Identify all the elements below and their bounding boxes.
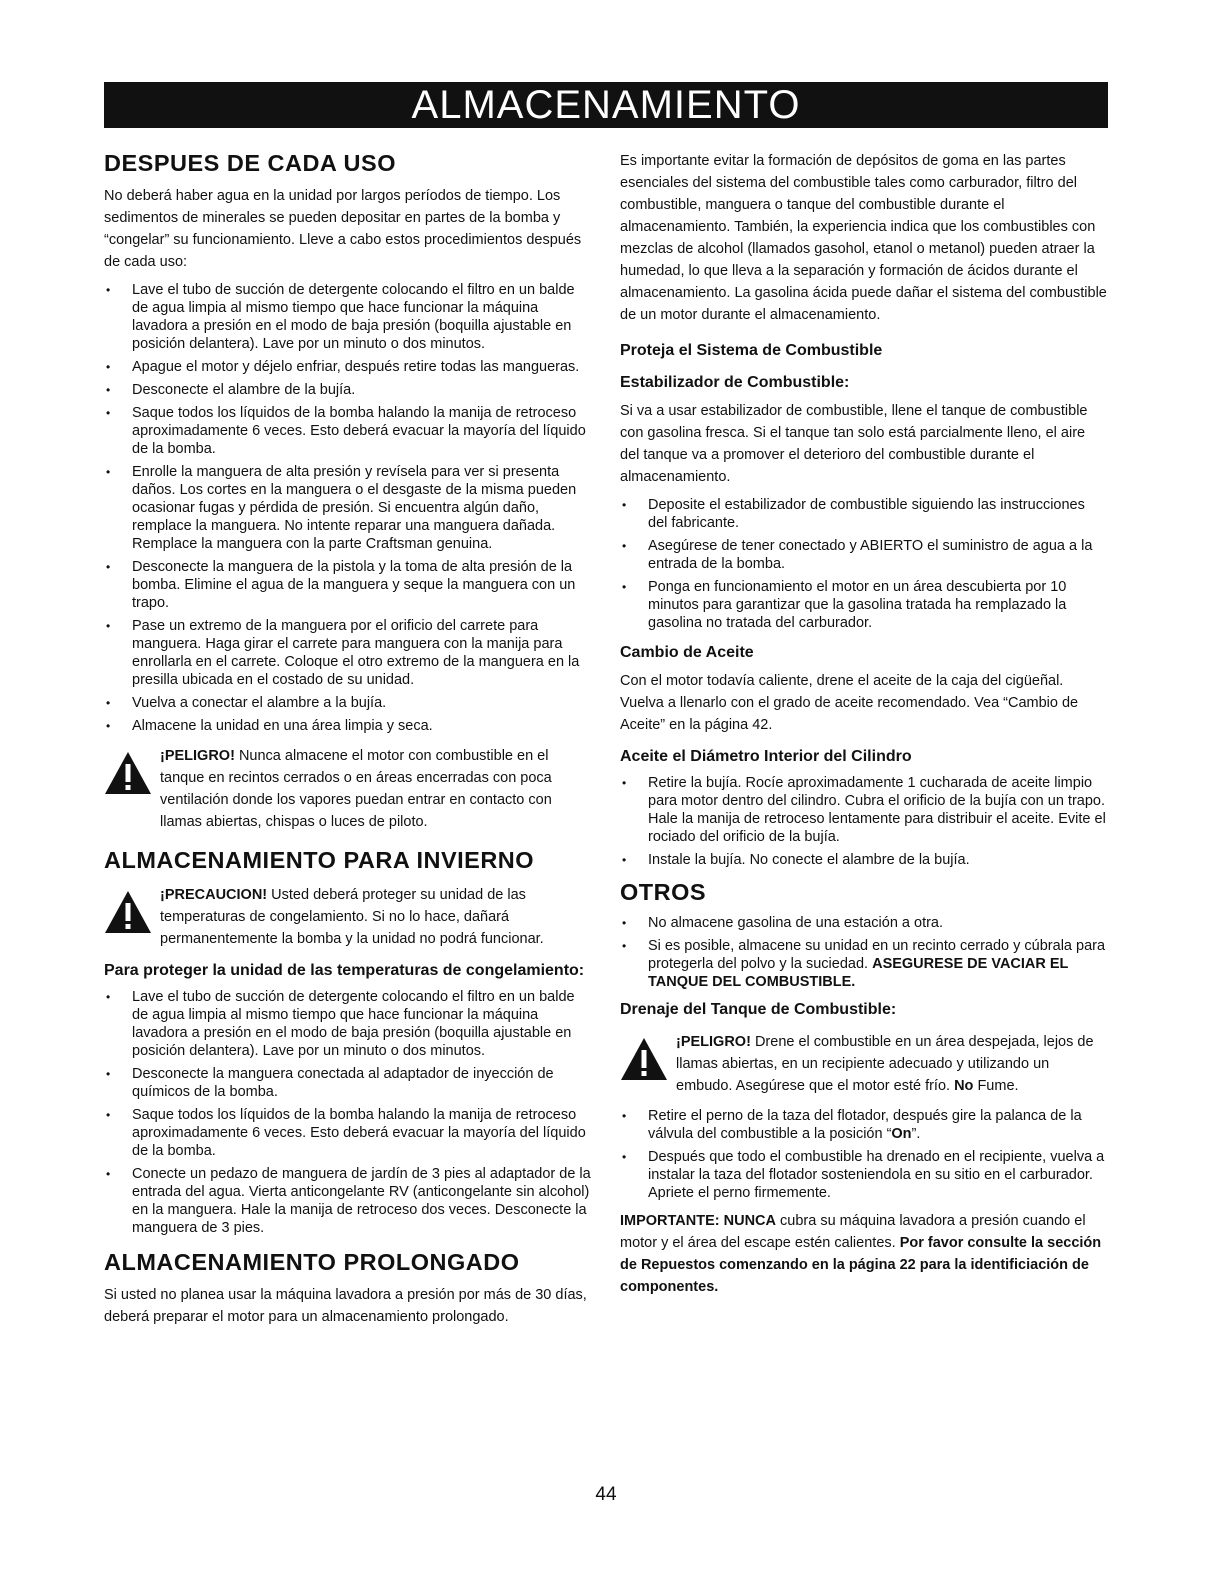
list-item: • Conecte un pedazo de manguera de jardín de 3 pies al adaptador de la entrada del agua. Vierta anticongelante RV (anticongelante sin alcohol) en la manguera. Hale la manija de retroceso dos veces. Desconecte la manguera de 3 pies. (104, 1165, 592, 1237)
drenaje-danger-label: ¡PELIGRO! (676, 1034, 751, 1050)
list-item: • Lave el tubo de succión de detergente colocando el filtro en un balde de agua limpia al mismo tiempo que hace funcionar la máquina lavadora a presión en el modo de baja presión (boquilla ajustable en posición delantera). Lave por un minuto o dos minutos. (104, 281, 592, 353)
estabilizador-list (620, 496, 1108, 632)
warning-triangle-icon (104, 751, 152, 795)
list-item: • Vuelva a conectar el alambre a la bujía. (104, 694, 592, 712)
drenaje-item1-end: ”. (911, 1126, 921, 1142)
list-item: • Instale la bujía. No conecte el alambre de la bujía. (620, 851, 1108, 869)
list-item: • Desconecte la manguera de la pistola y la toma de alta presión de la bomba. Elimine el agua de la manguera y seque la manguera con un trapo. (104, 558, 592, 612)
caution-text (160, 884, 592, 950)
list-item: • Después que todo el combustible ha drenado en el recipiente, vuelva a instalar la taza del flotador sosteniendola en su sitio en el carburador. Apriete el perno firmemente. (620, 1148, 1108, 1202)
list-item: • Asegúrese de tener conectado y ABIERTO el suministro de agua a la entrada de la bomba. (620, 537, 1108, 573)
warning-triangle-icon (620, 1037, 668, 1081)
danger-notice (104, 745, 592, 833)
list-item: • Enrolle la manguera de alta presión y revísela para ver si presenta daños. Los cortes en la manguera o el desgaste de la misma pueden ocasionar fugas y pérdida de presión. Si encuentra algún daño, remplace la manguera. No intente reparar una manguera dañada. Remplace la manguera con la parte Craftsman genuina. (104, 463, 592, 553)
section-heading-invierno: ALMACENAMIENTO PARA INVIERNO (104, 847, 535, 873)
list-item (620, 1107, 1108, 1143)
drenaje-heading: Drenaje del Tanque de Combustible: (620, 1001, 897, 1018)
cilindro-list (620, 774, 1108, 869)
page-banner: ALMACENAMIENTO (104, 82, 1108, 128)
list-item (620, 937, 1108, 991)
list-item: • Pase un extremo de la manguera por el orificio del carrete para manguera. Haga girar el carrete para manguera con la manija para enrollarla en el carrete. Coloque el otro extremo de la manguera en la presilla ubicada en el costado de su unidad. (104, 617, 592, 689)
section-heading-otros: OTROS (620, 879, 707, 905)
despues-list (104, 281, 592, 735)
aceite-heading: Cambio de Aceite (620, 644, 754, 661)
drenaje-danger-bold: No (954, 1078, 974, 1094)
otros-item2-text: Si es posible, almacene su unidad en un recinto cerrado y cúbrala para protegerla del polvo y la suciedad. (648, 938, 1106, 972)
left-column (104, 150, 592, 1336)
drenaje-danger-text (676, 1031, 1108, 1097)
drenaje-item1-bold: On (891, 1126, 912, 1142)
aceite-text: Con el motor todavía caliente, drene el aceite de la caja del cigüeñal. Vuelva a llenarlo con el grado de aceite recomendado. Vea “Cambio de Aceite” en la página 42. (620, 673, 1079, 733)
page-number: 44 (595, 1484, 617, 1505)
danger-body: Nunca almacene el motor con combustible en el tanque en recintos cerrados o en áreas encerradas con poca ventilación donde los vapores puedan entrar en contacto con llamas abiertas, chispas o luces de piloto. (160, 748, 552, 830)
otros-list (620, 914, 1108, 991)
importante-note (620, 1210, 1108, 1298)
estabilizador-heading: Estabilizador de Combustible: (620, 374, 850, 391)
list-item: • No almacene gasolina de una estación a otra. (620, 914, 1108, 932)
importante-text: cubra su máquina lavadora a presión cuando el motor y el área del escape estén calientes. (620, 1213, 1086, 1251)
list-item: • Saque todos los líquidos de la bomba halando la manija de retroceso aproximadamente 6 veces. Esto deberá evacuar la mayoría del líquido de la bomba. (104, 404, 592, 458)
estabilizador-text: Si va a usar estabilizador de combustible, llene el tanque de combustible con gasolina fresca. Si el tanque tan solo está parcialmente lleno, el aire del tanque va a promover el deterioro del combustible durante el almacenamiento. (620, 403, 1088, 485)
warning-triangle-icon (104, 890, 152, 934)
list-item: • Desconecte el alambre de la bujía. (104, 381, 592, 399)
danger-label: ¡PELIGRO! (160, 748, 235, 764)
list-item: • Desconecte la manguera conectada al adaptador de inyección de químicos de la bomba. (104, 1065, 592, 1101)
danger-text (160, 745, 592, 833)
drenaje-danger-end: Fume. (973, 1078, 1019, 1094)
list-item: • Apague el motor y déjelo enfriar, después retire todas las mangueras. (104, 358, 592, 376)
drenaje-list (620, 1107, 1108, 1202)
list-item: • Saque todos los líquidos de la bomba halando la manija de retroceso aproximadamente 6 veces. Esto deberá evacuar la mayoría del líquido de la bomba. (104, 1106, 592, 1160)
section-heading-prolongado: ALMACENAMIENTO PROLONGADO (104, 1249, 520, 1275)
drenaje-danger-body: Drene el combustible en un área despejada, lejos de llamas abiertas, en un recipiente adecuado y utilizando un embudo. Asegúrese que el motor esté frío. (676, 1034, 1094, 1094)
despues-intro: No deberá haber agua en la unidad por largos períodos de tiempo. Los sedimentos de minerales se pueden depositar en partes de la bomba y “congelar” su funcionamiento. Lleve a cabo estos procedimientos después de cada uso: (104, 188, 582, 270)
invierno-list (104, 988, 592, 1237)
fuel-intro: Es importante evitar la formación de depósitos de goma en las partes esenciales del sistema del combustible tales como carburador, filtro del combustible, manguera o tanque del combustible durante el almacenamiento. También, la experiencia indica que los combustibles con mezclas de alcohol (llamados gasohol, etanol o metanol) pueden atraer la humedad, lo que lleva a la separación y formación de ácidos durante el almacenamiento. La gasolina ácida puede dañar el sistema del combustible de un motor durante el almacenamiento. (620, 153, 1107, 323)
list-item: • Almacene la unidad en una área limpia y seca. (104, 717, 592, 735)
prolongado-text: Si usted no planea usar la máquina lavadora a presión por más de 30 días, deberá preparar el motor para un almacenamiento prolongado. (104, 1287, 587, 1325)
caution-body: Usted deberá proteger su unidad de las temperaturas de congelamiento. Si no lo hace, dañará permanentemente la bomba y la unidad no podrá funcionar. (160, 887, 544, 947)
cilindro-heading: Aceite el Diámetro Interior del Cilindro (620, 748, 912, 765)
list-item: • Lave el tubo de succión de detergente colocando el filtro en un balde de agua limpia al mismo tiempo que hace funcionar la máquina lavadora a presión en el modo de baja presión (boquilla ajustable en posición delantera). Lave por un minuto o dos minutos. (104, 988, 592, 1060)
importante-bold: Por favor consulte la sección de Repuestos comenzando en la página 22 para la identificiación de componentes. (620, 1235, 1102, 1295)
section-heading-despues: DESPUES DE CADA USO (104, 150, 396, 176)
list-item: • Ponga en funcionamiento el motor en un área descubierta por 10 minutos para garantizar que la gasolina tratada ha remplazado la gasolina no tratada del carburador. (620, 578, 1108, 632)
list-item: • Retire la bujía. Rocíe aproximadamente 1 cucharada de aceite limpio para motor dentro del cilindro. Cubra el orificio de la bujía con un trapo. Hale la manija de retroceso lentamente para distribuir el aceite. Evite el rociado del orificio de la bujía. (620, 774, 1108, 846)
drenaje-item1-text: Retire el perno de la taza del flotador, después gire la palanca de la válvula del combustible a la posición “ (648, 1108, 1082, 1142)
invierno-subheading: Para proteger la unidad de las temperaturas de congelamiento: (104, 962, 585, 979)
importante-label: IMPORTANTE: NUNCA (620, 1213, 776, 1229)
right-column (620, 150, 1108, 1306)
otros-item2-bold: ASEGURESE DE VACIAR EL TANQUE DEL COMBUSTIBLE. (648, 956, 1069, 990)
list-item: • Deposite el estabilizador de combustible siguiendo las instrucciones del fabricante. (620, 496, 1108, 532)
proteja-heading: Proteja el Sistema de Combustible (620, 342, 883, 359)
caution-notice (104, 884, 592, 950)
caution-label: ¡PRECAUCION! (160, 887, 268, 903)
drenaje-danger-notice (620, 1031, 1108, 1097)
